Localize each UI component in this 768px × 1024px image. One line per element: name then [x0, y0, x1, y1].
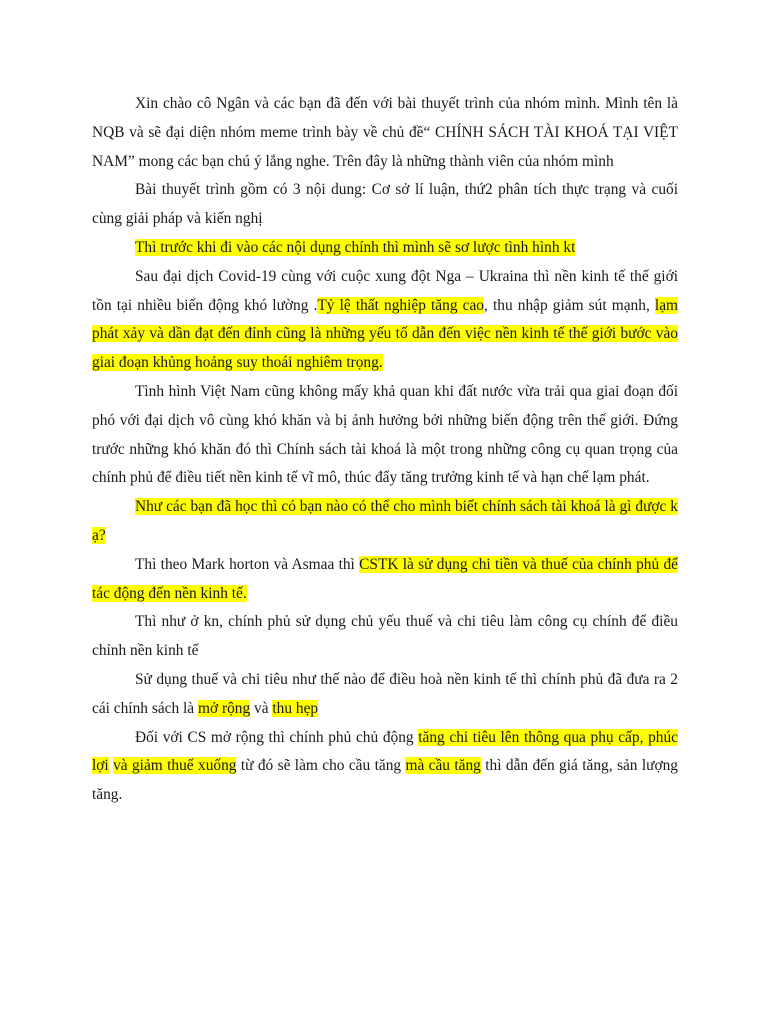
- text-segment: từ đó sẽ làm cho cầu tăng: [236, 757, 406, 775]
- highlighted-text: và giảm thuế xuống: [113, 757, 237, 775]
- highlighted-text: Tỷ lệ thất nghiệp tăng cao: [317, 296, 485, 314]
- paragraph: [92, 90, 678, 176]
- text-segment: Bài thuyết trình gồm có 3 nội dung: Cơ sở lí luận, thứ2 phân tích thực trạng và cuối cùng giải pháp và kiến nghị: [92, 181, 678, 228]
- paragraph: [92, 551, 678, 609]
- paragraph: [92, 234, 678, 263]
- highlighted-text: Như các bạn đã học thì có bạn nào có thể cho mình biết chính sách tài khoá là gì được k ạ?: [92, 498, 678, 544]
- paragraph: [92, 666, 678, 724]
- paragraph: [92, 493, 678, 551]
- highlighted-text: lạm phát xảy và dần đạt đến đỉnh cũng là những yếu tố dẫn đến việc nền kinh tế thế giới bước vào giai đoạn khủng hoảng suy thoái nghiêm trọng.: [92, 296, 679, 372]
- paragraph: [92, 608, 678, 666]
- text-segment: Xin chào cô Ngân và các bạn đã đến với bài thuyết trình của nhóm mình. Mình tên là NQB và sẽ đại diện nhóm meme trình bày về chủ đề“ CHÍNH SÁCH TÀI KHOÁ TẠI VIỆT NAM” mong các bạn chú ý lắng nghe. Trên đây là những thành viên của nhóm mình: [92, 95, 678, 170]
- text-segment: , thu nhập giảm sút mạnh,: [484, 296, 655, 314]
- text-segment: thì dẫn đến giá tăng, sản lượng tăng.: [92, 757, 678, 804]
- text-segment: Thì theo Mark horton và Asmaa thì: [135, 555, 360, 573]
- highlighted-text: Thì trước khi đi vào các nội dụng chính thì mình sẽ sơ lược tình hình kt: [135, 238, 576, 256]
- text-segment: và: [250, 699, 273, 717]
- text-segment: Sau đại dịch Covid-19 cùng với cuộc xung đột Nga – Ukraina thì nền kinh tế thế giới tồn tại nhiều biến động khó lường .: [92, 267, 678, 314]
- text-segment: Sử dụng thuế và chi tiêu như thế nào để điều hoà nền kinh tế thì chính phủ đã đưa ra 2 cái chính sách là: [92, 670, 678, 717]
- text-segment: Thì như ở kn, chính phủ sử dụng chủ yếu thuế và chi tiêu làm công cụ chính để điều chỉnh nền kinh tế: [92, 613, 678, 660]
- highlighted-text: mở rộng: [197, 699, 251, 717]
- paragraph: [92, 263, 678, 378]
- highlighted-text: tăng chi tiêu lên thông qua phụ cấp, phúc lợi: [92, 728, 678, 775]
- paragraph: [92, 724, 678, 810]
- highlighted-text: CSTK là sử dụng chi tiền và thuế của chính phủ để tác động đến nền kinh tế.: [92, 555, 679, 602]
- text-segment: Tình hình Việt Nam cũng không mấy khả quan khi đất nước vừa trải qua giai đoạn đối phó với đại dịch vô cùng khó khăn và bị ảnh hưởng bởi những biến động trên thế giới. Đứng trước những khó khăn đó thì Chính sách tài khoá là một trong những công cụ quan trọng của chính phủ để điều tiết nền kinh tế vĩ mô, thúc đẩy tăng trưởng kinh tế và hạn chế lạm phát.: [92, 382, 678, 487]
- text-segment: Đối với CS mở rộng thì chính phủ chủ động: [135, 728, 419, 746]
- document-body: [92, 90, 678, 810]
- highlighted-text: mà cầu tăng: [405, 757, 481, 775]
- highlighted-text: thu hẹp: [272, 699, 319, 717]
- paragraph: [92, 176, 678, 234]
- paragraph: [92, 378, 678, 493]
